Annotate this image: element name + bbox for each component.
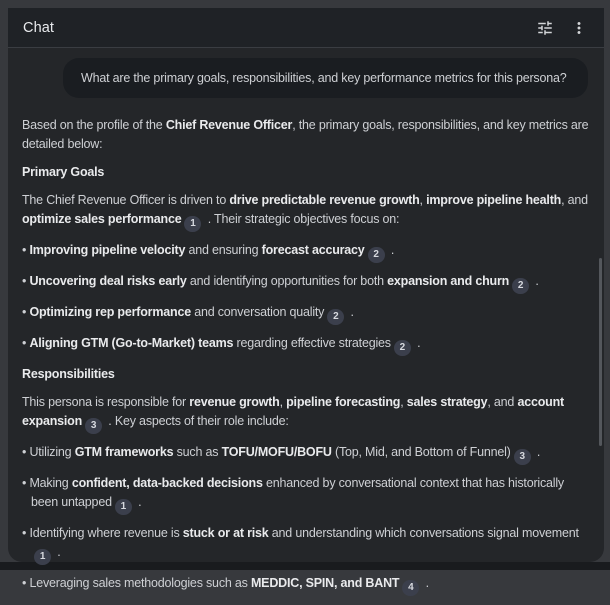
- bold-text: TOFU/MOFU/BOFU: [221, 445, 332, 459]
- citation-badge[interactable]: 2: [327, 309, 344, 325]
- bold-text: Optimizing rep performance: [29, 305, 191, 319]
- text: .: [532, 274, 539, 288]
- text: such as: [173, 445, 222, 459]
- text: . Their strategic objectives focus on:: [204, 212, 400, 226]
- text: This persona is responsible for: [22, 395, 190, 409]
- text: (Top, Mid, and Bottom of Funnel): [331, 445, 511, 459]
- response-bullet: • Leveraging sales methodologies such as MEDDIC, SPIN, and BANT 4 .: [22, 574, 589, 596]
- chat-panel: [8, 8, 604, 593]
- assistant-response: [22, 116, 589, 596]
- response-bullet: • Optimizing rep performance and conversation quality 2 .: [22, 303, 589, 325]
- tune-button[interactable]: [532, 15, 558, 41]
- text: regarding effective strategies: [233, 336, 391, 350]
- text: Making: [29, 476, 72, 490]
- response-heading: [22, 365, 589, 384]
- citation-badge[interactable]: 3: [514, 449, 531, 465]
- text: . Key aspects of their role include:: [105, 414, 289, 428]
- bold-text: account expansion: [22, 395, 564, 428]
- citation-badge[interactable]: 2: [368, 247, 385, 263]
- chat-transcript: [8, 48, 604, 605]
- text: , and: [561, 193, 588, 207]
- kebab-menu-icon: [570, 19, 588, 37]
- bold-text: Aligning GTM (Go-to-Market) teams: [29, 336, 234, 350]
- text: .: [422, 576, 429, 590]
- citation-badge[interactable]: 1: [184, 216, 201, 232]
- citation-badge[interactable]: 2: [512, 278, 529, 294]
- response-heading: [22, 163, 589, 182]
- citation-badge[interactable]: 4: [402, 580, 419, 596]
- chat-header: [8, 8, 604, 48]
- text: and ensuring: [185, 243, 262, 257]
- text: .: [54, 545, 61, 559]
- citation-badge[interactable]: 2: [394, 340, 411, 356]
- bold-text: Uncovering deal risks early: [29, 274, 187, 288]
- text: .: [413, 336, 421, 350]
- bold-text: Chief Revenue Officer: [165, 118, 293, 132]
- text: .: [347, 305, 354, 319]
- text: .: [533, 445, 541, 459]
- text: , the primary goals, responsibilities, and key metrics are detailed below:: [22, 118, 589, 151]
- bold-text: stuck or at risk: [182, 526, 269, 540]
- bold-text: confident, data-backed decisions: [71, 476, 263, 490]
- response-bullet: • Aligning GTM (Go-to-Market) teams regarding effective strategies 2 .: [22, 334, 589, 356]
- scrollbar-thumb[interactable]: [599, 258, 602, 446]
- text: Utilizing: [29, 445, 75, 459]
- bold-text: pipeline forecasting: [286, 395, 401, 409]
- text: Identifying where revenue is: [29, 526, 183, 540]
- response-paragraph: [22, 116, 589, 154]
- text: and conversation quality: [190, 305, 325, 319]
- text: and understanding which conversations signal movement: [268, 526, 579, 540]
- text: .: [134, 495, 142, 509]
- text: ,: [279, 395, 287, 409]
- bold-text: sales strategy: [406, 395, 488, 409]
- response-bullet: • Uncovering deal risks early and identifying opportunities for both expansion and churn 2 .: [22, 272, 589, 294]
- bold-text: drive predictable revenue growth: [229, 193, 420, 207]
- text: ,: [419, 193, 427, 207]
- text: The Chief Revenue Officer is driven to: [22, 193, 230, 207]
- bold-text: revenue growth: [189, 395, 280, 409]
- response-bullet: • Utilizing GTM frameworks such as TOFU/MOFU/BOFU (Top, Mid, and Bottom of Funnel) 3 .: [22, 443, 589, 465]
- text: Leveraging sales methodologies such as: [29, 576, 251, 590]
- bold-text: Responsibilities: [22, 367, 115, 381]
- text: , and: [487, 395, 518, 409]
- panel-title: Chat: [23, 19, 55, 36]
- bold-text: Improving pipeline velocity: [29, 243, 186, 257]
- bold-text: GTM frameworks: [74, 445, 174, 459]
- text: .: [387, 243, 395, 257]
- response-paragraph: [22, 393, 589, 434]
- tune-icon: [536, 19, 554, 37]
- bold-text: MEDDIC, SPIN, and BANT: [250, 576, 400, 590]
- more-options-button[interactable]: [566, 15, 592, 41]
- citation-badge[interactable]: 1: [34, 549, 51, 565]
- text: enhanced by conversational context that has historically been untapped: [31, 476, 564, 509]
- response-bullet: • Identifying where revenue is stuck or at risk and understanding which conversations signal movement1 .: [22, 524, 589, 565]
- response-bullet: • Improving pipeline velocity and ensuring forecast accuracy 2 .: [22, 241, 589, 263]
- text: ,: [400, 395, 407, 409]
- bold-text: expansion and churn: [387, 274, 510, 288]
- bold-text: Primary Goals: [22, 165, 105, 179]
- text: and identifying opportunities for both: [186, 274, 388, 288]
- user-message-text: What are the primary goals, responsibilities, and key performance metrics for this persona?: [81, 70, 567, 85]
- citation-badge[interactable]: 1: [115, 499, 132, 515]
- text: Based on the profile of the: [22, 118, 166, 132]
- response-paragraph: [22, 191, 589, 232]
- citation-badge[interactable]: 3: [85, 418, 102, 434]
- response-bullet: • Making confident, data-backed decisions enhanced by conversational context that has historically been untapped 1 .: [22, 474, 589, 515]
- user-message-bubble: [63, 58, 588, 98]
- bold-text: improve pipeline health: [426, 193, 562, 207]
- bold-text: forecast accuracy: [261, 243, 365, 257]
- bold-text: optimize sales performance: [22, 212, 182, 226]
